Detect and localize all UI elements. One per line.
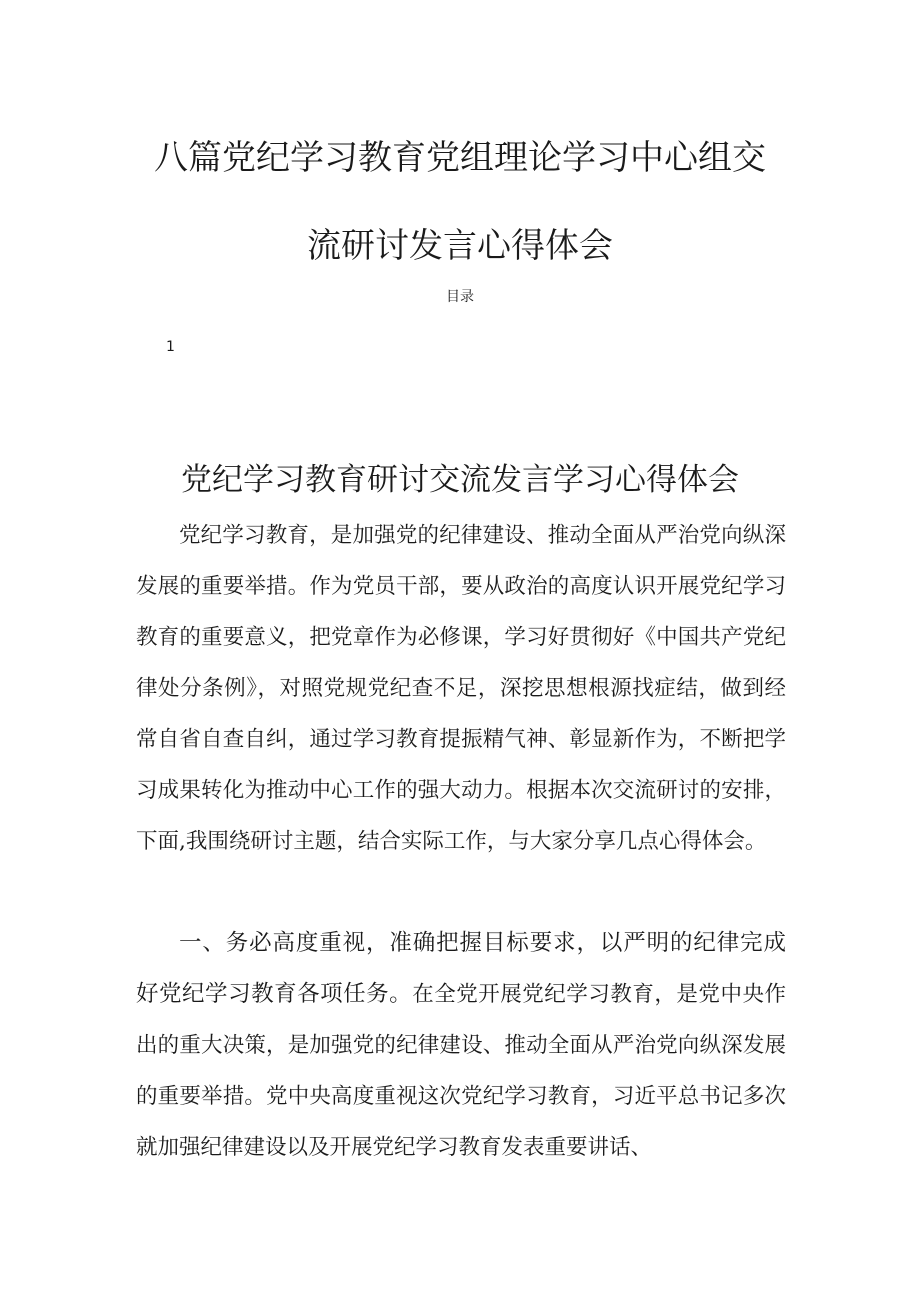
paragraph-heading: 一、务必高度重视，准确把握目标要求，以严明的纪律完成好党纪学习教育各项任务。 — [136, 930, 786, 1007]
toc-entry: 1 — [166, 339, 175, 355]
paragraph-body: 在全党开展党纪学习教育，是党中央作出的重大决策，是加强党的纪律建设、推动全面从严治党向纵深发展的重要举措。党中央高度重视这次党纪学习教育，习近平总书记多次就加强纪律建设以及开展党纪学习教育发表重要讲话、 — [136, 982, 786, 1160]
body-paragraph: 党纪学习教育，是加强党的纪律建设、推动全面从严治党向纵深发展的重要举措。作为党员干部，要从政治的高度认识开展党纪学习教育的重要意义，把党章作为必修课，学习好贯彻好《中国共产党纪律处分条例》，对照党规党纪查不足，深挖思想根源找症结，做到经常自省自查自纠，通过学习教育提振精气神、彰显新作为，不断把学习成果转化为推动中心工作的强大动力。根据本次交流研讨的安排，下面,我围绕研讨主题，结合实际工作，与大家分享几点心得体会。 — [136, 523, 786, 854]
document-title-line-2: 流研讨发言心得体会 — [307, 226, 613, 266]
document-title-line-1: 八篇党纪学习教育党组理论学习中心组交 — [154, 138, 766, 178]
section-title: 党纪学习教育研讨交流发言学习心得体会 — [181, 462, 739, 498]
toc-label: 目录 — [446, 289, 474, 305]
body-paragraph — [136, 918, 786, 1173]
